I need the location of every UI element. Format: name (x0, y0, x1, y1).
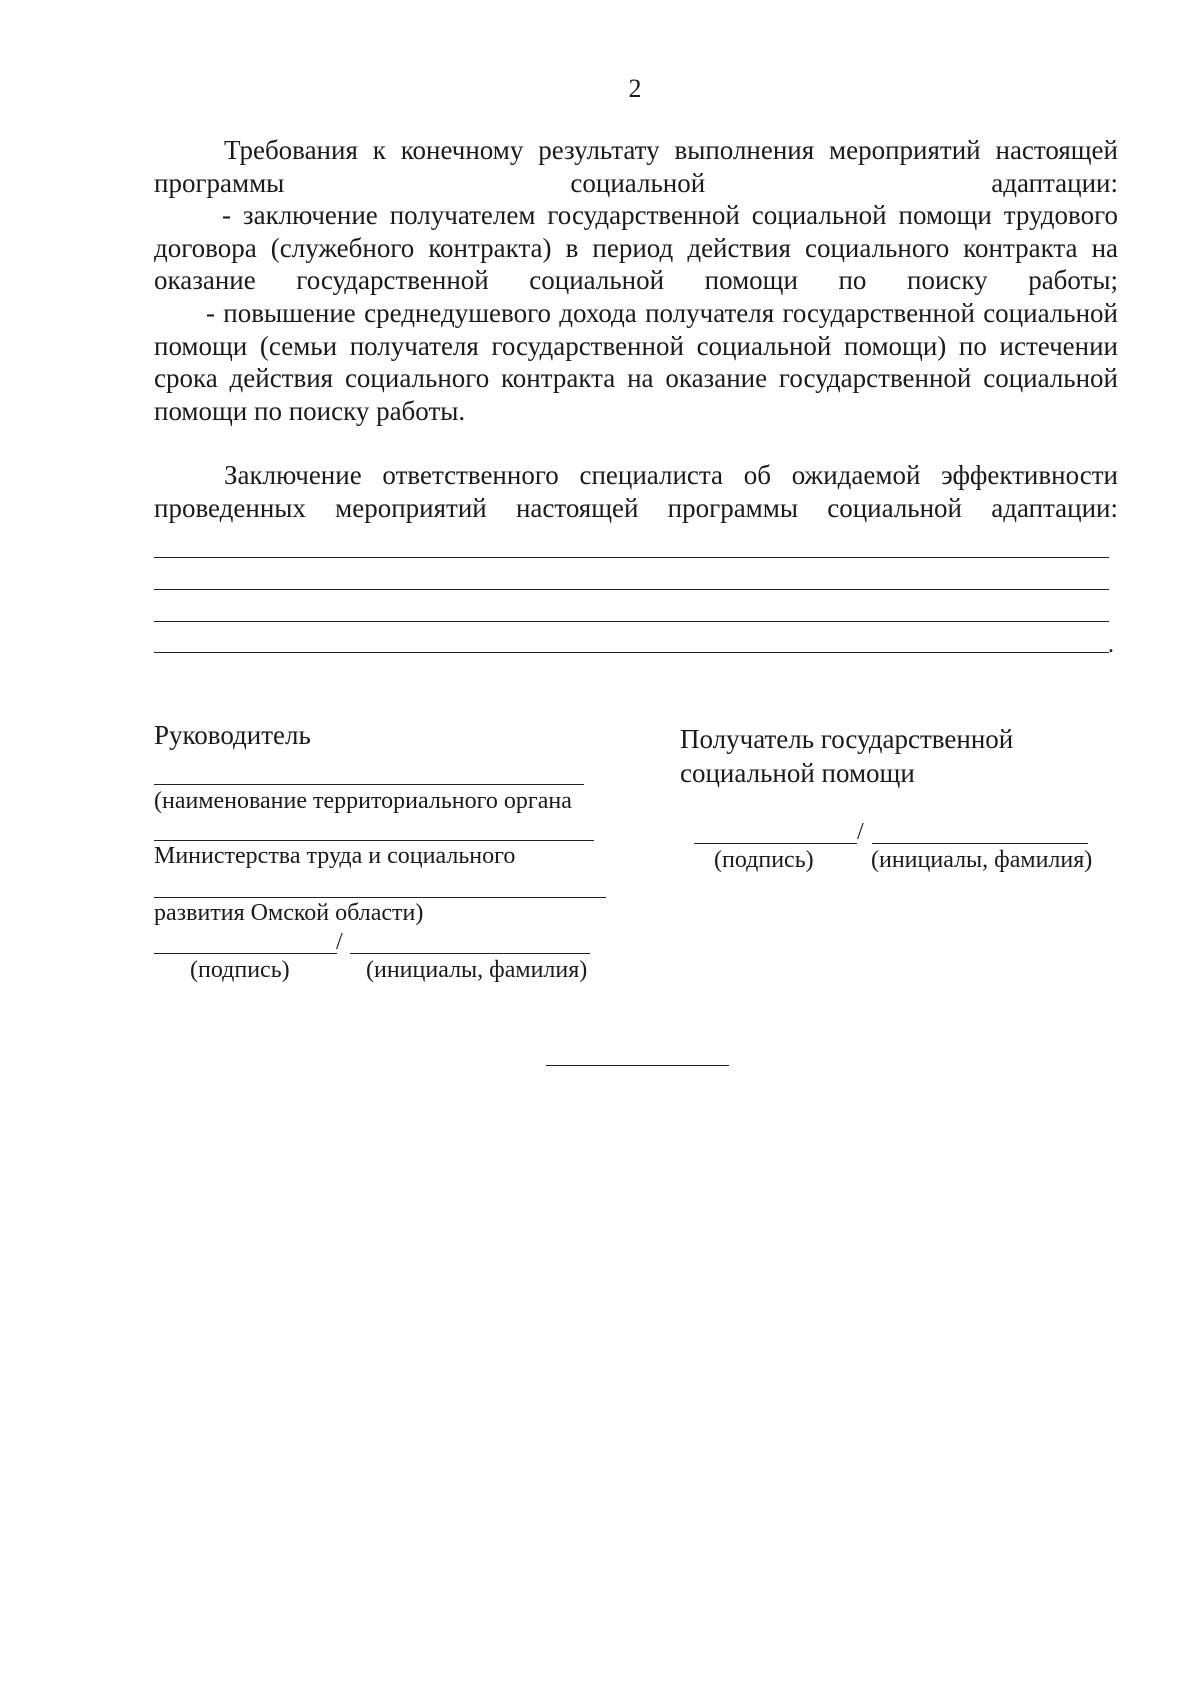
head-org-caption-2: Министерства труда и социального (154, 843, 516, 869)
head-slash: / (336, 929, 343, 955)
head-org-line-1 (154, 784, 584, 785)
head-org-line-3 (154, 897, 606, 898)
conclusion-fill-line-1 (154, 557, 1109, 558)
requirement-item-2: - повышение среднедушевого дохода получателя государственной социальной помощи (семьи получателя государственной социальной помощи) по истечении срока действия социального контракта на оказание государственной социальной помощи по поиску работы. (154, 298, 1118, 426)
conclusion-fill-line-3 (154, 621, 1109, 622)
head-org-caption-1: (наименование территориального органа (154, 788, 572, 814)
closing-separator-line (546, 1065, 729, 1066)
head-name-line (350, 953, 590, 954)
recipient-title-line-1: Получатель государственной (680, 724, 1014, 754)
recipient-title-line-2: социальной помощи (680, 758, 915, 788)
requirements-heading: Требования к конечному результату выполнения мероприятий настоящей программы социальной адаптации: (154, 135, 1118, 198)
conclusion-period: . (1108, 632, 1114, 658)
recipient-signature-caption: (подпись) (714, 847, 814, 873)
head-org-caption-3: развития Омской области) (154, 900, 424, 926)
conclusion-text: Заключение ответственного специалиста об ожидаемой эффективности проведенных мероприятий настоящей программы социальной адаптации: (154, 460, 1118, 523)
conclusion-fill-line-4 (154, 652, 1109, 653)
recipient-slash: / (857, 819, 864, 845)
recipient-name-line (872, 843, 1088, 844)
page-number: 2 (628, 74, 642, 103)
head-title: Руководитель (154, 720, 311, 750)
requirement-item-1: - заключение получателем государственной социальной помощи трудового договора (служебного контракта) в период действия социального контракта на оказание государственной социальной помощи по поиску работы; (154, 200, 1118, 295)
conclusion-fill-line-2 (154, 589, 1109, 590)
head-signature-line (154, 953, 337, 954)
head-org-line-2 (154, 840, 594, 841)
recipient-signature-line (694, 843, 857, 844)
head-name-caption: (инициалы, фамилия) (366, 957, 588, 983)
head-signature-caption: (подпись) (190, 957, 290, 983)
recipient-name-caption: (инициалы, фамилия) (871, 847, 1093, 873)
